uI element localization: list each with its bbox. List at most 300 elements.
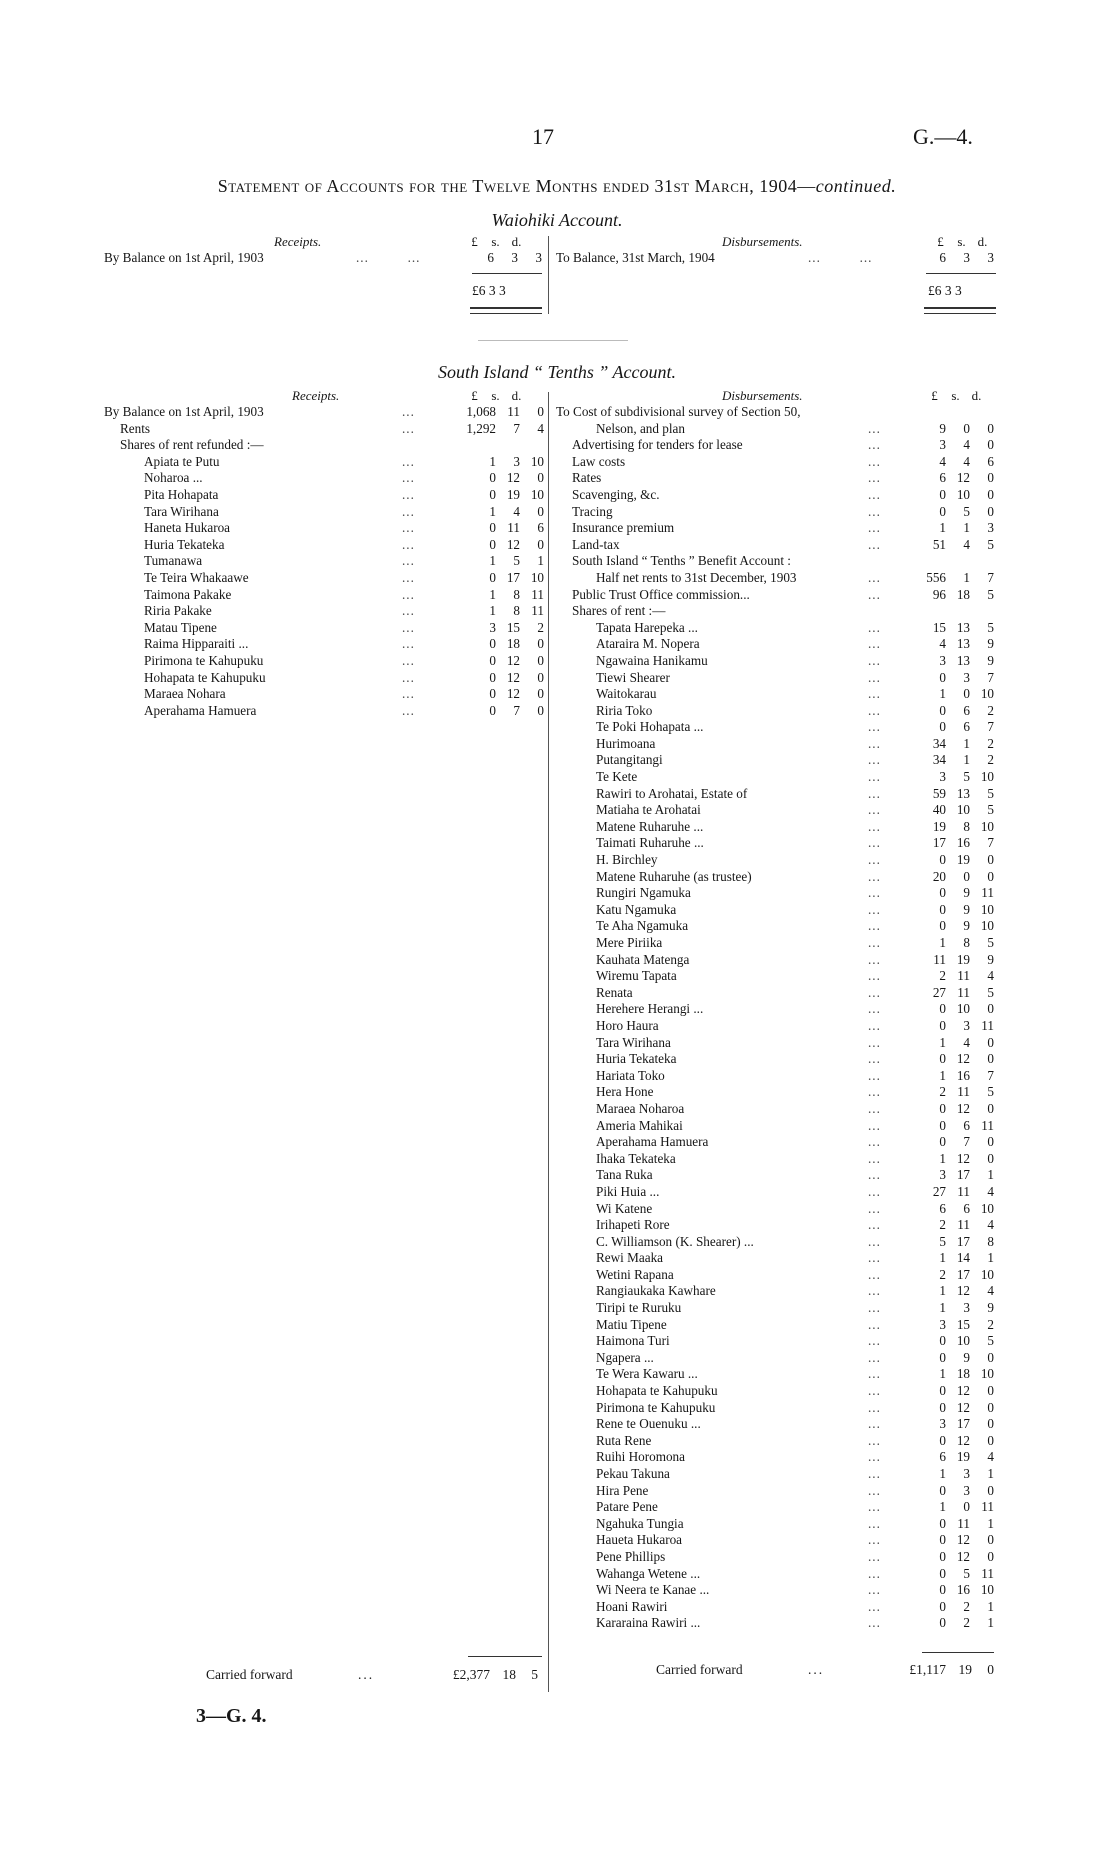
south-island-disbursements-heading: Disbursements.: [722, 388, 803, 403]
disbursement-leader-dots: ...: [868, 935, 881, 950]
disbursement-label: Te Aha Ngamuka: [596, 918, 689, 934]
disbursement-amount-pounds: 0: [939, 719, 946, 735]
disbursement-leader-dots: ...: [868, 1482, 881, 1498]
waiohiki-receipt-row: By Balance on 1st April, 1903 ... ... 6 3 3: [104, 250, 542, 265]
disbursement-amount-pounds: 1: [939, 686, 946, 702]
disbursement-amount-pounds: 0: [939, 1333, 946, 1349]
disbursement-row: [556, 1201, 994, 1218]
disbursement-leader-dots: ...: [868, 1150, 881, 1166]
disbursement-amount-pence: 0: [987, 1001, 994, 1017]
disbursement-amount-pence: 0: [987, 420, 994, 436]
disbursement-amount-pence: 0: [987, 1399, 994, 1415]
disbursement-amount-pence: 0: [987, 1051, 994, 1067]
disbursement-amount-pence: 2: [987, 735, 994, 751]
disbursement-label: Advertising for tenders for lease: [572, 437, 743, 453]
south-island-lsd-header-left: £ s. d.: [471, 388, 522, 403]
disbursement-amount-pence: 0: [987, 1416, 994, 1432]
receipt-row: [104, 603, 544, 620]
south-island-receipts-column: [104, 404, 544, 719]
disbursement-leader-dots: ...: [868, 1200, 881, 1216]
disbursement-amount-pence: 1: [987, 1167, 994, 1183]
disbursement-leader-dots: ...: [868, 918, 881, 934]
disbursement-row: [556, 1582, 994, 1599]
disbursement-leader-dots: ...: [868, 1117, 881, 1133]
disbursement-amount-pounds: 59: [932, 785, 946, 801]
disbursement-row: [556, 1350, 994, 1367]
carried-forward-label-right: Carried forward: [656, 1662, 743, 1677]
disbursement-amount-pence: 9: [987, 652, 994, 668]
disbursement-label: Tana Ruka: [596, 1167, 653, 1183]
disbursement-leader-dots: ...: [868, 437, 881, 453]
disbursement-amount-shillings: 12: [956, 1051, 970, 1067]
waiohiki-disbursement-row: To Balance, 31st March, 1904 ... ... 6 3 3: [556, 250, 994, 265]
disbursement-label: Herehere Herangi ...: [596, 1001, 704, 1017]
disbursement-amount-shillings: 3: [963, 1300, 970, 1316]
disbursement-leader-dots: ...: [868, 785, 881, 801]
disbursement-leader-dots: ...: [868, 769, 881, 785]
disbursement-amount-pence: 9: [987, 636, 994, 652]
disbursement-leader-dots: ...: [868, 420, 881, 436]
disbursement-label: Pene Phillips: [596, 1548, 666, 1564]
disbursement-leader-dots: ...: [868, 1316, 881, 1332]
disbursement-amount-pounds: 27: [932, 1183, 946, 1199]
carried-forward-dots-left: ...: [358, 1667, 375, 1682]
receipt-amount-shillings: 11: [507, 404, 520, 419]
disbursement-amount-pounds: 0: [939, 1349, 946, 1365]
receipt-label: Huria Tekateka: [144, 536, 225, 552]
disbursement-amount-pence: 10: [980, 818, 994, 834]
disbursement-amount-pounds: 1: [939, 1283, 946, 1299]
disbursement-row: [556, 504, 994, 521]
disbursement-amount-pence: 4: [987, 1183, 994, 1199]
disbursement-amount-shillings: 3: [963, 1017, 970, 1033]
disbursement-label: Scavenging, &c.: [572, 486, 660, 502]
disbursement-row: [556, 802, 994, 819]
disbursement-row: [556, 1333, 994, 1350]
disbursement-amount-pence: 1: [987, 1598, 994, 1614]
disbursement-amount-shillings: 18: [956, 1366, 970, 1382]
receipt-amount-pounds: 1,068: [466, 404, 496, 419]
disbursement-row: [556, 1001, 994, 1018]
receipt-leader-dots: ...: [402, 586, 415, 602]
disbursement-label: Te Wera Kawaru ...: [596, 1366, 698, 1382]
disbursement-amount-pounds: 40: [932, 802, 946, 818]
disbursement-leader-dots: ...: [868, 818, 881, 834]
disbursement-label: Hurimoana: [596, 735, 656, 751]
disbursement-amount-shillings: 2: [963, 1598, 970, 1614]
receipt-amount-shillings: 11: [507, 520, 520, 536]
disbursement-amount-pounds: 5: [939, 1233, 946, 1249]
receipt-leader-dots: ...: [402, 702, 415, 718]
disbursement-amount-shillings: 16: [956, 1067, 970, 1083]
disbursement-amount-pounds: 34: [932, 735, 946, 751]
receipt-amount-shillings: 4: [513, 503, 520, 519]
disbursement-amount-pounds: 1: [939, 1499, 946, 1515]
disbursement-row: [556, 1499, 994, 1516]
disbursement-amount-pence: 5: [987, 1333, 994, 1349]
south-island-disbursements-column: [556, 404, 994, 1632]
disbursement-leader-dots: ...: [868, 1582, 881, 1598]
disbursement-label: Nelson, and plan: [596, 420, 685, 436]
receipt-label: Tumanawa: [144, 553, 203, 569]
disbursement-label: South Island “ Tenths ” Benefit Account :: [572, 553, 791, 569]
disbursement-amount-pence: 10: [980, 1582, 994, 1598]
disbursement-leader-dots: ...: [868, 586, 881, 602]
disbursement-row: [556, 587, 994, 604]
waiohiki-rule-left-3: [470, 313, 542, 314]
receipt-amount-pounds: 1: [489, 553, 496, 569]
disbursement-label: Tiripi te Ruruku: [596, 1300, 682, 1316]
receipt-row: [104, 653, 544, 670]
disbursement-row: [556, 1416, 994, 1433]
disbursement-amount-shillings: 13: [956, 785, 970, 801]
receipt-amount-shillings: 8: [513, 586, 520, 602]
disbursement-amount-pence: 4: [987, 968, 994, 984]
disbursement-row: [556, 769, 994, 786]
disbursement-row: [556, 935, 994, 952]
disbursement-amount-shillings: 11: [957, 1084, 970, 1100]
disbursement-amount-shillings: 14: [956, 1250, 970, 1266]
disbursement-leader-dots: ...: [868, 503, 881, 519]
disbursement-row: [556, 1383, 994, 1400]
statement-title: [0, 176, 1114, 197]
disbursement-amount-shillings: 12: [956, 1548, 970, 1564]
receipt-row: [104, 686, 544, 703]
disbursement-label: Rangiaukaka Kawhare: [596, 1283, 716, 1299]
disbursement-label: Matene Ruharuhe ...: [596, 818, 704, 834]
disbursement-amount-pence: 7: [987, 569, 994, 585]
disbursement-amount-shillings: 11: [957, 984, 970, 1000]
footer-mark: 3—G. 4.: [196, 1705, 267, 1727]
disbursement-amount-pounds: 0: [939, 1399, 946, 1415]
receipt-amount-shillings: 3: [513, 453, 520, 469]
disbursement-row: [556, 487, 994, 504]
disbursement-label: Tiewi Shearer: [596, 669, 670, 685]
receipt-amount-shillings: 7: [513, 420, 520, 436]
disbursement-label: Wi Neera te Kanae ...: [596, 1582, 710, 1598]
disbursement-leader-dots: ...: [868, 636, 881, 652]
disbursement-label: Rawiri to Arohatai, Estate of: [596, 785, 748, 801]
disbursement-row: [556, 1101, 994, 1118]
receipt-amount-pounds: 1: [489, 503, 496, 519]
disbursement-label: Huria Tekateka: [596, 1051, 677, 1067]
disbursement-amount-pounds: 0: [939, 1532, 946, 1548]
disbursement-row: [556, 454, 994, 471]
south-island-title: South Island “ Tenths ” Account.: [437, 362, 677, 382]
disbursement-amount-pounds: 556: [926, 569, 946, 585]
receipt-leader-dots: ...: [402, 420, 415, 436]
disbursement-amount-shillings: 17: [956, 1266, 970, 1282]
receipt-row: [104, 587, 544, 604]
disbursement-amount-pence: 11: [981, 885, 994, 901]
disbursement-leader-dots: ...: [868, 686, 881, 702]
disbursement-amount-pence: 0: [987, 1548, 994, 1564]
disbursement-amount-shillings: 5: [963, 769, 970, 785]
waiohiki-receipts-heading: Receipts.: [274, 234, 322, 249]
disbursement-amount-pounds: 0: [939, 1582, 946, 1598]
disbursement-amount-shillings: 3: [963, 1466, 970, 1481]
disbursement-amount-pounds: 0: [939, 486, 946, 502]
disbursement-label: Ngapera ...: [596, 1349, 654, 1365]
disbursement-leader-dots: ...: [868, 1548, 881, 1564]
disbursement-label: Irihapeti Rore: [596, 1217, 670, 1233]
receipt-row: [104, 636, 544, 653]
disbursement-amount-pence: 11: [981, 1565, 994, 1581]
receipt-amount-shillings: 15: [506, 619, 520, 635]
disbursement-amount-pounds: 1: [939, 1300, 946, 1316]
disbursement-amount-pence: 0: [987, 1383, 994, 1399]
receipt-amount-shillings: 12: [506, 536, 520, 552]
disbursement-amount-shillings: 6: [963, 702, 970, 718]
carried-forward-dots-right: ...: [808, 1662, 825, 1677]
disbursement-amount-shillings: 17: [956, 1233, 970, 1249]
disbursement-row: [556, 1300, 994, 1317]
disbursement-amount-shillings: 8: [963, 818, 970, 834]
disbursement-leader-dots: ...: [868, 486, 881, 502]
disbursement-amount-pence: 11: [981, 1499, 994, 1515]
south-island-divider: [548, 392, 549, 1692]
disbursement-label: Wi Katene: [596, 1200, 653, 1216]
disbursement-label: Rene te Ouenuku ...: [596, 1416, 701, 1432]
receipt-label: Rents: [120, 420, 151, 436]
receipt-leader-dots: ...: [402, 603, 415, 619]
disbursement-label: Piki Huia ...: [596, 1183, 660, 1199]
disbursement-row: [556, 1317, 994, 1334]
disbursement-amount-shillings: 12: [956, 1100, 970, 1116]
disbursement-amount-pounds: 2: [939, 1266, 946, 1282]
receipt-label: Aperahama Hamuera: [144, 702, 257, 718]
disbursement-row: [556, 968, 994, 985]
disbursement-amount-shillings: 5: [963, 503, 970, 519]
receipt-row: [104, 504, 544, 521]
disbursement-leader-dots: ...: [868, 901, 881, 917]
disbursement-leader-dots: ...: [868, 1515, 881, 1531]
disbursement-row: [556, 1035, 994, 1052]
disbursement-amount-pounds: 0: [939, 1615, 946, 1631]
disbursement-label: Hera Hone: [596, 1084, 654, 1100]
disbursement-amount-pounds: 3: [939, 1167, 946, 1183]
disbursement-amount-pence: 10: [980, 918, 994, 934]
disbursement-leader-dots: ...: [868, 1333, 881, 1349]
disbursement-label: Hohapata te Kahupuku: [596, 1383, 718, 1399]
disbursement-label: Half net rents to 31st December, 1903: [596, 569, 797, 585]
disbursement-label: Ihaka Tekateka: [596, 1150, 676, 1166]
receipt-label: Pita Hohapata: [144, 486, 219, 502]
disbursement-amount-pounds: 17: [932, 835, 946, 851]
disbursement-amount-shillings: 5: [963, 1565, 970, 1581]
receipt-amount-pounds: 0: [489, 569, 496, 585]
disbursement-label: Public Trust Office commission...: [572, 586, 750, 602]
receipt-row: [104, 670, 544, 687]
disbursement-row: [556, 1018, 994, 1035]
receipt-amount-pence: 11: [531, 603, 544, 619]
receipt-label: Matau Tipene: [144, 619, 217, 635]
disbursement-leader-dots: ...: [868, 1565, 881, 1581]
disbursement-amount-pence: 0: [987, 470, 994, 486]
disbursement-amount-pence: 5: [987, 935, 994, 950]
disbursement-amount-shillings: 19: [956, 1449, 970, 1465]
receipt-label: Tara Wirihana: [144, 503, 219, 519]
receipt-row: [104, 404, 544, 421]
disbursement-leader-dots: ...: [868, 1266, 881, 1282]
disbursement-amount-shillings: 12: [956, 1432, 970, 1448]
disbursement-amount-pence: 2: [987, 1316, 994, 1332]
disbursement-amount-pence: 10: [980, 1366, 994, 1382]
disbursement-row: [556, 1532, 994, 1549]
disbursement-label: Katu Ngamuka: [596, 901, 677, 917]
disbursement-amount-pence: 9: [987, 1300, 994, 1316]
receipt-amount-pence: 10: [530, 486, 544, 502]
disbursement-row: [556, 421, 994, 438]
disbursement-label: Hariata Toko: [596, 1067, 665, 1083]
disbursement-leader-dots: ...: [868, 1250, 881, 1266]
receipt-row: [104, 487, 544, 504]
disbursement-amount-pence: 4: [987, 1449, 994, 1465]
disbursement-amount-pounds: 27: [932, 984, 946, 1000]
receipt-leader-dots: ...: [402, 553, 415, 569]
disbursement-amount-pence: 11: [981, 1017, 994, 1033]
disbursement-amount-shillings: 19: [956, 852, 970, 868]
disbursement-amount-pence: 8: [987, 1233, 994, 1249]
disbursement-leader-dots: ...: [868, 1416, 881, 1432]
disbursement-amount-pence: 0: [987, 1482, 994, 1498]
receipt-amount-shillings: 17: [506, 569, 520, 585]
receipt-row: [104, 470, 544, 487]
disbursement-leader-dots: ...: [868, 1300, 881, 1316]
disbursement-leader-dots: ...: [868, 1183, 881, 1199]
disbursement-label: Mere Piriika: [596, 935, 663, 950]
disbursement-amount-pence: 0: [987, 1349, 994, 1365]
disbursement-amount-pounds: 0: [939, 1100, 946, 1116]
disbursement-amount-pence: 5: [987, 785, 994, 801]
disbursement-amount-pounds: 4: [939, 636, 946, 652]
south-island-lsd-header-right: £ s. d.: [931, 388, 982, 403]
receipt-leader-dots: ...: [402, 669, 415, 685]
receipt-amount-pence: 10: [530, 569, 544, 585]
disbursement-amount-pounds: 0: [939, 1598, 946, 1614]
disbursement-label: Matene Ruharuhe (as trustee): [596, 868, 752, 884]
disbursement-amount-shillings: 10: [956, 486, 970, 502]
waiohiki-lsd-header-right: £ s. d.: [937, 234, 988, 249]
disbursement-leader-dots: ...: [868, 984, 881, 1000]
disbursement-amount-pence: 5: [987, 536, 994, 552]
receipt-amount-shillings: 8: [513, 603, 520, 619]
disbursement-amount-shillings: 13: [956, 652, 970, 668]
disbursement-amount-shillings: 13: [956, 636, 970, 652]
receipt-label: Noharoa ...: [144, 470, 203, 486]
disbursement-row: [556, 852, 994, 869]
disbursement-row: [556, 1433, 994, 1450]
receipt-leader-dots: ...: [402, 453, 415, 469]
receipt-leader-dots: ...: [402, 404, 415, 419]
disbursement-amount-pence: 6: [987, 453, 994, 469]
disbursement-amount-shillings: 12: [956, 1399, 970, 1415]
receipt-amount-pence: 0: [537, 503, 544, 519]
disbursement-row: [556, 1250, 994, 1267]
disbursement-label: H. Birchley: [596, 852, 658, 868]
disbursement-amount-pence: 5: [987, 586, 994, 602]
disbursement-label: Wetini Rapana: [596, 1266, 674, 1282]
disbursement-amount-shillings: 15: [956, 1316, 970, 1332]
disbursement-amount-pence: 1: [987, 1515, 994, 1531]
disbursement-label: Tapata Harepeka ...: [596, 619, 698, 635]
receipt-leader-dots: ...: [402, 503, 415, 519]
disbursement-row: [556, 1466, 994, 1483]
disbursement-amount-pounds: 0: [939, 1515, 946, 1531]
receipt-label: Taimona Pakake: [144, 586, 232, 602]
disbursement-amount-shillings: 16: [956, 835, 970, 851]
disbursement-leader-dots: ...: [868, 1532, 881, 1548]
disbursement-row: [556, 1483, 994, 1500]
disbursement-amount-shillings: 11: [957, 1217, 970, 1233]
disbursement-row: [556, 902, 994, 919]
disbursements-total-rule: [922, 1652, 994, 1653]
disbursement-amount-pounds: 11: [933, 951, 946, 967]
receipt-leader-dots: ...: [402, 569, 415, 585]
receipts-total-rule: [468, 1656, 542, 1657]
disbursement-row: [556, 620, 994, 637]
disbursement-amount-pence: 0: [987, 1134, 994, 1150]
receipt-row: [104, 703, 544, 720]
disbursement-leader-dots: ...: [868, 619, 881, 635]
disbursement-label: Ruta Rene: [596, 1432, 652, 1448]
disbursement-leader-dots: ...: [868, 735, 881, 751]
receipt-leader-dots: ...: [402, 652, 415, 668]
disbursement-label: C. Williamson (K. Shearer) ...: [596, 1233, 754, 1249]
disbursement-label: Putangitangi: [596, 752, 663, 768]
disbursement-amount-pounds: 6: [939, 470, 946, 486]
disbursement-label: Tracing: [572, 503, 613, 519]
disbursement-amount-pounds: 1: [939, 1250, 946, 1266]
receipt-amount-pence: 0: [537, 470, 544, 486]
disbursement-amount-pence: 10: [980, 901, 994, 917]
disbursement-amount-pounds: 1: [939, 1150, 946, 1166]
disbursement-amount-shillings: 3: [963, 669, 970, 685]
disbursement-amount-pounds: 0: [939, 503, 946, 519]
disbursement-amount-pounds: 0: [939, 1565, 946, 1581]
disbursement-amount-pence: 0: [987, 1150, 994, 1166]
disbursement-amount-pounds: 34: [932, 752, 946, 768]
disbursement-row: [556, 404, 994, 421]
disbursement-amount-shillings: 9: [963, 1349, 970, 1365]
disbursement-label: Te Kete: [596, 769, 638, 785]
disbursement-label: Horo Haura: [596, 1017, 659, 1033]
disbursement-amount-pence: 0: [987, 868, 994, 884]
disbursement-amount-shillings: 1: [963, 520, 970, 536]
disbursement-row: [556, 537, 994, 554]
disbursement-amount-shillings: 0: [963, 420, 970, 436]
disbursement-amount-shillings: 9: [963, 901, 970, 917]
disbursement-amount-pounds: 15: [932, 619, 946, 635]
disbursement-row: [556, 520, 994, 537]
waiohiki-rule-right-2: [924, 307, 996, 309]
disbursement-amount-shillings: 0: [963, 686, 970, 702]
receipt-label: Te Teira Whakaawe: [144, 569, 249, 585]
receipt-leader-dots: ...: [402, 619, 415, 635]
disbursement-amount-shillings: 17: [956, 1416, 970, 1432]
waiohiki-rule-left-2: [470, 307, 542, 309]
disbursement-label: Renata: [596, 984, 633, 1000]
disbursement-leader-dots: ...: [868, 951, 881, 967]
disbursement-leader-dots: ...: [868, 669, 881, 685]
disbursement-amount-pounds: 20: [932, 868, 946, 884]
disbursement-label: Hira Pene: [596, 1482, 649, 1498]
disbursement-amount-pounds: 51: [932, 536, 946, 552]
disbursement-row: [556, 570, 994, 587]
disbursement-amount-pounds: 4: [939, 453, 946, 469]
disbursement-row: [556, 1068, 994, 1085]
disbursement-amount-pence: 0: [987, 437, 994, 453]
